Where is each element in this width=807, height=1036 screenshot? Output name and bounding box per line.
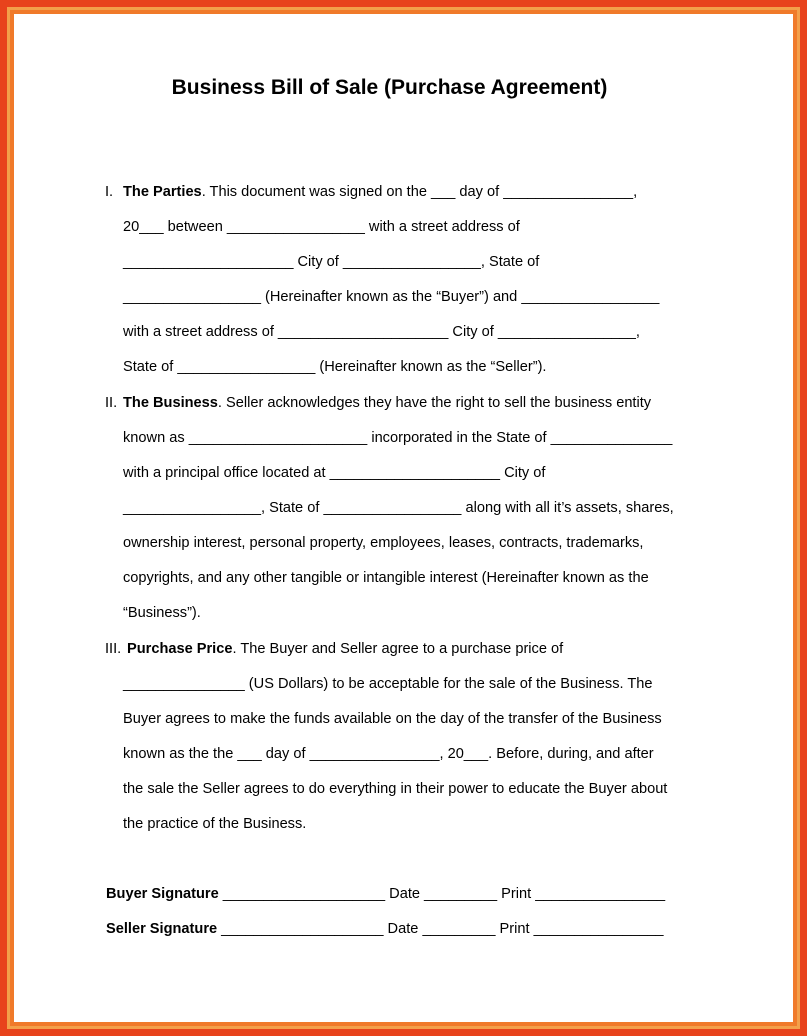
section-1-text: . This document was signed on the ___ day of ________________, [201, 184, 638, 200]
document-page [14, 14, 793, 1022]
seller-signature-label: Seller Signature [106, 921, 218, 937]
buyer-signature-fields: ____________________ Date _________ Print ________________ [218, 886, 666, 902]
section-3-text: . The Buyer and Seller agree to a purchase price of [232, 641, 564, 657]
section-2-line-2: known as ______________________ incorporated in the State of _______________ [123, 430, 673, 446]
section-1-numeral: I. [105, 184, 114, 200]
seller-signature-line [106, 920, 663, 938]
section-1-heading: The Parties [123, 184, 202, 200]
section-2-line-6: copyrights, and any other tangible or intangible interest (Hereinafter known as the [123, 570, 649, 586]
section-3-line-1 [127, 640, 563, 658]
document-title: Business Bill of Sale (Purchase Agreement) [171, 76, 608, 99]
section-1-line-5: with a street address of _____________________ City of _________________, [123, 324, 640, 340]
section-2-line-1 [123, 394, 651, 412]
section-3-line-3: Buyer agrees to make the funds available on the day of the transfer of the Business [123, 711, 662, 727]
section-3-numeral: III. [105, 641, 122, 657]
section-3-heading: Purchase Price [127, 641, 233, 657]
section-3-line-5: the sale the Seller agrees to do everything in their power to educate the Buyer about [123, 781, 668, 797]
buyer-signature-line [106, 885, 665, 903]
section-2-line-7: “Business”). [123, 605, 201, 621]
section-3-line-6: the practice of the Business. [123, 816, 307, 832]
seller-signature-fields: ____________________ Date _________ Print ________________ [217, 921, 664, 937]
section-2-text: . Seller acknowledges they have the right to sell the business entity [217, 395, 652, 411]
section-2-numeral: II. [105, 395, 118, 411]
section-2-line-4: _________________, State of _________________ along with all it’s assets, shares, [123, 500, 674, 516]
section-1-line-1 [123, 183, 637, 201]
section-3-line-4: known as the the ___ day of ________________, 20___. Before, during, and after [123, 746, 654, 762]
section-3-line-2: _______________ (US Dollars) to be acceptable for the sale of the Business. The [123, 676, 653, 692]
section-2-line-5: ownership interest, personal property, employees, leases, contracts, trademarks, [123, 535, 644, 551]
section-1-line-6: State of _________________ (Hereinafter known as the “Seller”). [123, 359, 547, 375]
section-1-line-3: _____________________ City of _________________, State of [123, 254, 540, 270]
section-2-line-3: with a principal office located at _____________________ City of [123, 465, 546, 481]
buyer-signature-label: Buyer Signature [106, 886, 219, 902]
section-1-line-2: 20___ between _________________ with a street address of [123, 219, 520, 235]
section-1-line-4: _________________ (Hereinafter known as the “Buyer”) and _________________ [123, 289, 660, 305]
section-2-heading: The Business [123, 395, 218, 411]
